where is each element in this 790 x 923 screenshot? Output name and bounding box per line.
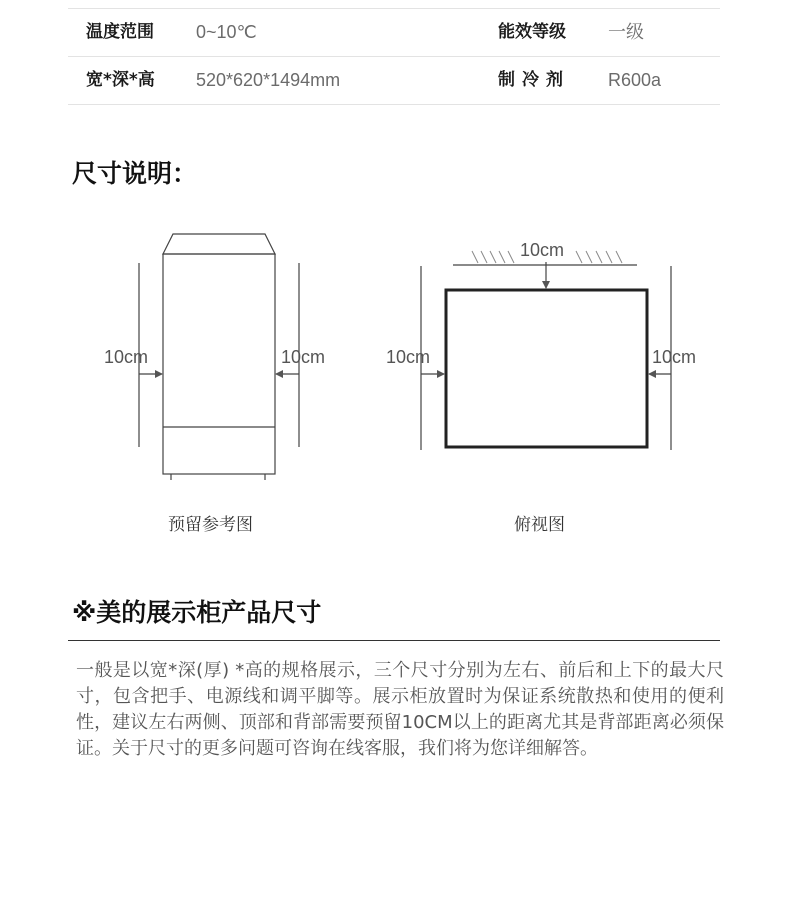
spec-label: 能效等级 bbox=[498, 22, 566, 42]
cabinet-top bbox=[163, 234, 275, 254]
spec-label: 温度范围 bbox=[86, 22, 154, 42]
top-back-label: 10cm bbox=[520, 240, 565, 260]
title-divider bbox=[68, 640, 720, 641]
front-view-caption: 预留参考图 bbox=[168, 515, 253, 535]
spec-value: R600a bbox=[608, 70, 662, 90]
front-right-label: 10cm bbox=[281, 347, 326, 367]
spec-value: 520*620*1494mm bbox=[196, 70, 341, 90]
spec-value: 一级 bbox=[608, 22, 644, 42]
front-left-label: 10cm bbox=[104, 347, 149, 367]
product-size-title: ※美的展示柜产品尺寸 bbox=[72, 598, 322, 627]
top-right-label: 10cm bbox=[652, 347, 697, 367]
top-left-label: 10cm bbox=[386, 347, 431, 367]
spec-label: 制冷剂 bbox=[498, 70, 570, 90]
cabinet-body bbox=[163, 254, 275, 474]
cabinet-top-outline bbox=[446, 290, 647, 447]
top-view-caption: 俯视图 bbox=[514, 515, 565, 535]
section-title: 尺寸说明： bbox=[72, 159, 198, 188]
spec-label: 宽*深*高 bbox=[86, 70, 155, 90]
top-view bbox=[421, 251, 671, 450]
description-text: 一般是以宽*深(厚) *高的规格展示，三个尺寸分别为左右、前后和上下的最大尺寸，包含把手、电源线和调平脚等。展示柜放置时为保证系统散热和使用的便利性，建议左右两侧、顶部和背部需要预留10CM以上的距离尤其是背部距离必须保证。关于尺寸的更多问题可咨询在线客服，我们将为您详细解答。 bbox=[76, 660, 724, 759]
spec-value: 0~10℃ bbox=[196, 22, 257, 42]
front-view bbox=[139, 234, 299, 480]
